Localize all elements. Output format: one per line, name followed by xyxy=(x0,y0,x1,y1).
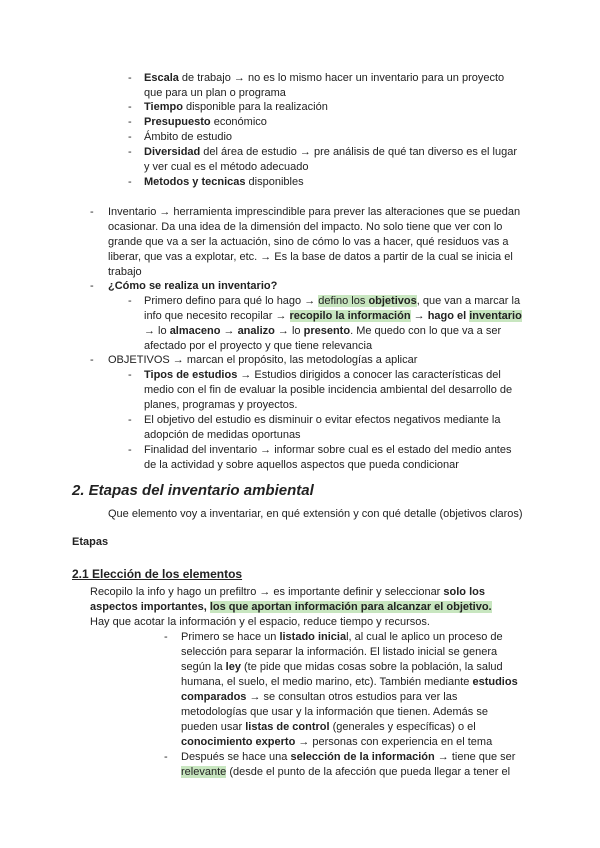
text-line: trabajo xyxy=(108,266,142,278)
text-line: Primero se hace un listado inicial, al cual le aplico un proceso de xyxy=(181,631,503,643)
bullet: - xyxy=(128,176,132,188)
list-item: Tiempo disponible para la realización xyxy=(144,101,328,113)
text-line: OBJETIVOS → marcan el propósito, las metodologías a aplicar xyxy=(108,354,418,366)
bullet: - xyxy=(128,295,132,307)
list-item: Presupuesto económico xyxy=(144,116,267,128)
bullet: - xyxy=(164,631,168,643)
list-item-cont: que para un plan o programa xyxy=(144,87,286,99)
text-line: Después se hace una selección de la información → tiene que ser xyxy=(181,751,516,763)
etapas-heading: Etapas xyxy=(72,536,109,548)
text-line: liberar, que vas a explotar, etc. → Es la base de datos a partir de la cual se inicia el xyxy=(108,251,513,263)
question: ¿Cómo se realiza un inventario? xyxy=(108,280,278,292)
text-line: metodologías que usar y la información que tienen. Además se xyxy=(181,706,488,718)
text-line: planes, programas y proyectos. xyxy=(144,399,298,411)
text-line: Finalidad del inventario → informar sobre cual es el estado del medio antes xyxy=(144,444,512,456)
bullet: - xyxy=(128,414,132,426)
text-line: relevante (desde el punto de la afección que pueda llegar a tener el xyxy=(181,766,511,778)
text-line: afectado por el proyecto y que tiene relevancia xyxy=(144,340,373,352)
text-line: Tipos de estudios → Estudios dirigidos a conocer las características del xyxy=(144,369,501,381)
text-line: aspectos importantes, los que aportan información para alcanzar el objetivo. xyxy=(90,601,492,613)
text-line: info que necesito recopilar → recopilo la información → hago el inventario xyxy=(144,310,522,322)
text-line: medio con el fin de evaluar la posible incidencia ambiental del desarrollo de xyxy=(144,384,513,396)
list-item: Escala de trabajo → no es lo mismo hacer un inventario para un proyecto xyxy=(144,72,505,84)
text-line: conocimiento experto → personas con experiencia en el tema xyxy=(181,736,493,748)
bullet: - xyxy=(128,116,132,128)
text-line: humana, el suelo, el medio marino, etc). También mediante estudios xyxy=(181,676,518,688)
bullet: - xyxy=(164,751,168,763)
bullet: - xyxy=(128,72,132,84)
bullet: - xyxy=(90,206,94,218)
bullet: - xyxy=(128,444,132,456)
text-line: comparados → se consultan otros estudios para ver las xyxy=(181,691,458,703)
text-line: Primero defino para qué lo hago → defino los objetivos, que van a marcar la xyxy=(144,295,521,307)
subsection-heading: 2.1 Elección de los elementos xyxy=(72,567,243,581)
text-line: Hay que acotar la información y el espacio, reduce tiempo y recursos. xyxy=(90,616,430,628)
list-item: Ámbito de estudio xyxy=(144,131,233,143)
text-line: selección para separar la información. El listado inicial se genera xyxy=(181,646,498,658)
text-line: El objetivo del estudio es disminuir o evitar efectos negativos mediante la xyxy=(144,414,501,426)
text-line: según la ley (te pide que midas cosas sobre la población, la salud xyxy=(181,661,503,673)
text-line: → lo almaceno → analizo → lo presento. Me quedo con lo que va a ser xyxy=(144,325,502,337)
text-line: grande que va a ser la actuación, sino de cómo lo vas a hacer, qué residuos vas a xyxy=(108,236,509,248)
list-item: Metodos y tecnicas disponibles xyxy=(144,176,304,188)
bullet: - xyxy=(128,146,132,158)
text-line: adopción de medidas oportunas xyxy=(144,429,301,441)
section-heading: 2. Etapas del inventario ambiental xyxy=(72,482,314,499)
text-line: de la actividad y sobre aquellos aspectos que pueda condicionar xyxy=(144,459,459,471)
text-line: ocasionar. Da una idea de la dimensión del impacto. No solo tiene que ver con lo xyxy=(108,221,503,233)
bullet: - xyxy=(128,131,132,143)
list-item-cont: y ver cual es el método adecuado xyxy=(144,161,309,173)
text-line: Inventario → herramienta imprescindible para prever las alteraciones que se puedan xyxy=(108,206,521,218)
bullet: - xyxy=(90,280,94,292)
bullet: - xyxy=(128,101,132,113)
list-item: Diversidad del área de estudio → pre análisis de qué tan diverso es el lugar xyxy=(144,146,517,158)
bullet: - xyxy=(128,369,132,381)
section-intro: Que elemento voy a inventariar, en qué extensión y con qué detalle (objetivos claros) xyxy=(108,508,523,520)
bullet: - xyxy=(90,354,94,366)
text-line: Recopilo la info y hago un prefiltro → es importante definir y seleccionar solo los xyxy=(90,586,485,598)
text-line: pueden usar listas de control (generales y específicas) o el xyxy=(181,721,476,733)
